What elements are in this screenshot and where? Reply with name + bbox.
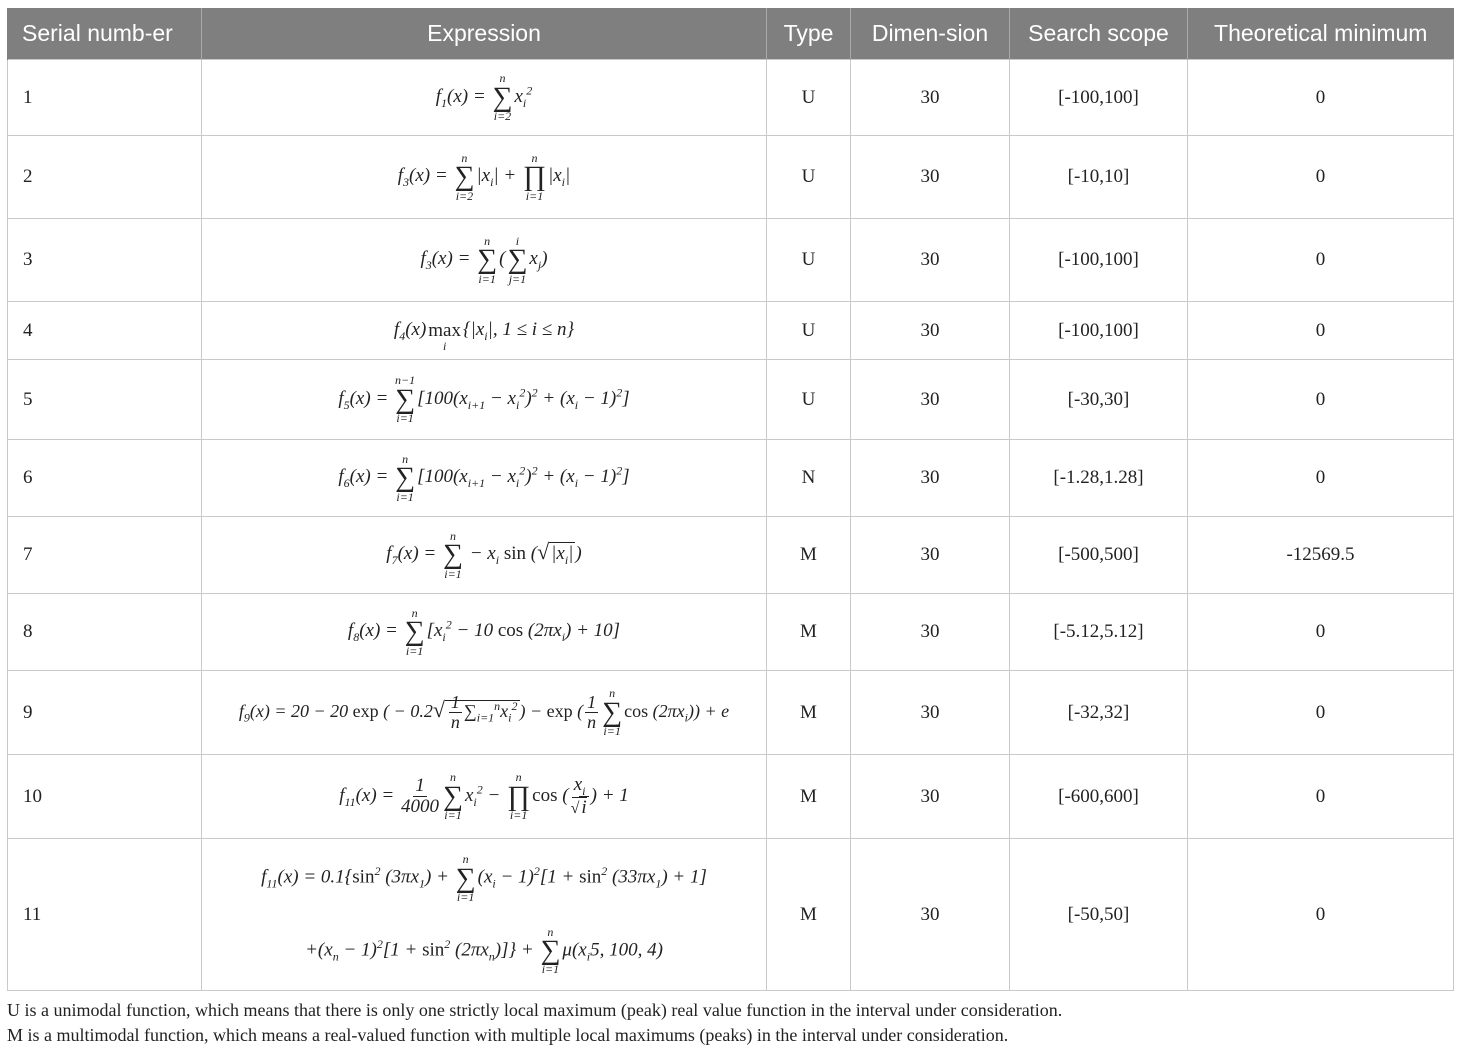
minimum-cell: 0 bbox=[1188, 671, 1454, 755]
type-cell: U bbox=[767, 136, 851, 219]
serial-cell: 11 bbox=[8, 839, 202, 991]
scope-cell: [-100,100] bbox=[1010, 219, 1188, 302]
minimum-cell: 0 bbox=[1188, 60, 1454, 136]
scope-cell: [-1.28,1.28] bbox=[1010, 440, 1188, 517]
serial-cell: 2 bbox=[8, 136, 202, 219]
type-cell: U bbox=[767, 302, 851, 360]
type-cell: U bbox=[767, 60, 851, 136]
table-row bbox=[8, 755, 1454, 839]
serial-cell: 8 bbox=[8, 594, 202, 671]
header-row bbox=[8, 8, 1454, 60]
formula: $f_6(x)$ = n ∑ i=1 $[100(x_{i+1} - x_i^2)^2 + (x_i - 1)^2]$ bbox=[338, 451, 630, 504]
formula: $f_4(x)$ max i {$|x_i|$, 1 ≤ i ≤ n} bbox=[393, 318, 575, 353]
minimum-cell: -12569.5 bbox=[1188, 517, 1454, 594]
scope-cell: [-32,32] bbox=[1010, 671, 1188, 755]
formula: $f_9(x) = 20 - 20$ exp ( − 0.2√ $\frac{1}{n}$ $\sum_{i=1}^nx_i^2$ ) − exp ( $\frac{1}{n}$ n ∑ i=1 $\cos (2\pi x_i)) + e$ bbox=[238, 686, 730, 739]
formula: $f_3(x)$ = n ∑ i=1 ( i ∑ j=1 $x_j$) bbox=[420, 233, 548, 286]
scope-cell: [-500,500] bbox=[1010, 517, 1188, 594]
type-cell: M bbox=[767, 594, 851, 671]
dimension-cell: 30 bbox=[851, 440, 1010, 517]
table-row bbox=[8, 594, 1454, 671]
minimum-cell: 0 bbox=[1188, 219, 1454, 302]
dimension-cell: 30 bbox=[851, 136, 1010, 219]
scope-cell: [-100,100] bbox=[1010, 60, 1188, 136]
dimension-cell: 30 bbox=[851, 360, 1010, 440]
serial-cell: 6 bbox=[8, 440, 202, 517]
scope-cell: [-5.12,5.12] bbox=[1010, 594, 1188, 671]
header-expression: Expression bbox=[202, 8, 767, 60]
expression-cell bbox=[202, 517, 767, 594]
type-cell: M bbox=[767, 755, 851, 839]
minimum-cell: 0 bbox=[1188, 302, 1454, 360]
table-row bbox=[8, 302, 1454, 360]
expression-cell bbox=[202, 302, 767, 360]
table-row bbox=[8, 517, 1454, 594]
dimension-cell: 30 bbox=[851, 839, 1010, 991]
header-type: Type bbox=[767, 8, 851, 60]
expression-cell bbox=[202, 136, 767, 219]
scope-cell: [-100,100] bbox=[1010, 302, 1188, 360]
formula: $f_5(x)$ = n−1 ∑ i=1 $[100(x_{i+1} - x_i^2)^2 + (x_i - 1)^2]$ bbox=[338, 373, 630, 426]
minimum-cell: 0 bbox=[1188, 440, 1454, 517]
formula: $f_8(x)$ = n ∑ i=1 [$x_i^2 - 10$ $\cos (2\pi x_i) + 10$] bbox=[347, 605, 621, 658]
table-row bbox=[8, 136, 1454, 219]
minimum-cell: 0 bbox=[1188, 594, 1454, 671]
type-cell: U bbox=[767, 360, 851, 440]
minimum-cell: 0 bbox=[1188, 136, 1454, 219]
formula-line-1: $f_{11}(x) = 0.1\{\sin^2$ $(3\pi x_1)$ + n ∑ i=1 $(x_i - 1)^2[1 + \sin^2 (33\pi x_1) + 1]$ bbox=[261, 852, 707, 904]
formula-line-2: $+(x_n - 1)^2[1 + \sin^2 (2\pi x_n)]$} + n ∑ i=1 $\mu(x_i5$, 100, 4) bbox=[305, 924, 663, 977]
table-row bbox=[8, 440, 1454, 517]
scope-cell: [-600,600] bbox=[1010, 755, 1188, 839]
dimension-cell: 30 bbox=[851, 755, 1010, 839]
serial-cell: 3 bbox=[8, 219, 202, 302]
type-cell: N bbox=[767, 440, 851, 517]
minimum-cell: 0 bbox=[1188, 839, 1454, 991]
footnote-multimodal: M is a multimodal function, which means a real-valued function with multiple local maximums (peaks) in the interval under consideration. bbox=[7, 1025, 1009, 1045]
serial-cell: 7 bbox=[8, 517, 202, 594]
formula: $f_3(x)$ = n ∑ i=2 $|x_i|$ + n ∏ i=1 $|x_i|$ bbox=[397, 150, 571, 203]
table-row bbox=[8, 839, 1454, 991]
header-dimension: Dimen-sion bbox=[851, 8, 1010, 60]
table-row bbox=[8, 671, 1454, 755]
formula: $f_{11}(x)$ = $\frac{1}{4000}$ n ∑ i=1 $x_i^2$ − n ∏ i=1 cos ( $\frac{x_i}{√ i}$ ) + 1 bbox=[339, 770, 629, 823]
scope-cell: [-50,50] bbox=[1010, 839, 1188, 991]
minimum-cell: 0 bbox=[1188, 755, 1454, 839]
expression-cell bbox=[202, 755, 767, 839]
serial-cell: 5 bbox=[8, 360, 202, 440]
type-cell: M bbox=[767, 839, 851, 991]
serial-cell: 1 bbox=[8, 60, 202, 136]
expression-cell bbox=[202, 671, 767, 755]
type-cell: M bbox=[767, 671, 851, 755]
dimension-cell: 30 bbox=[851, 594, 1010, 671]
header-serial: Serial numb-er bbox=[8, 8, 202, 60]
footnote-unimodal: U is a unimodal function, which means that there is only one strictly local maximum (peak) real value function in the interval under consideration. bbox=[7, 1000, 1063, 1020]
table-footnotes bbox=[7, 998, 1453, 1048]
serial-cell: 9 bbox=[8, 671, 202, 755]
dimension-cell: 30 bbox=[851, 219, 1010, 302]
expression-cell bbox=[202, 60, 767, 136]
scope-cell: [-10,10] bbox=[1010, 136, 1188, 219]
table-row bbox=[8, 219, 1454, 302]
header-theoretical-minimum: Theoretical minimum bbox=[1188, 8, 1454, 60]
expression-cell bbox=[202, 839, 767, 991]
scope-cell: [-30,30] bbox=[1010, 360, 1188, 440]
benchmark-table bbox=[7, 8, 1454, 991]
dimension-cell: 30 bbox=[851, 671, 1010, 755]
expression-cell bbox=[202, 440, 767, 517]
serial-cell: 10 bbox=[8, 755, 202, 839]
minimum-cell: 0 bbox=[1188, 360, 1454, 440]
formula: $f_1(x)$ = n ∑ i=2 $x_i^2$ bbox=[435, 71, 533, 124]
header-search-scope: Search scope bbox=[1010, 8, 1188, 60]
table-row bbox=[8, 60, 1454, 136]
formula bbox=[202, 853, 766, 976]
dimension-cell: 30 bbox=[851, 60, 1010, 136]
dimension-cell: 30 bbox=[851, 517, 1010, 594]
expression-cell bbox=[202, 219, 767, 302]
serial-cell: 4 bbox=[8, 302, 202, 360]
type-cell: M bbox=[767, 517, 851, 594]
formula: $f_7(x)$ = n ∑ i=1 − $x_i$ sin (√ $|x_i|$ ) bbox=[386, 528, 582, 581]
type-cell: U bbox=[767, 219, 851, 302]
expression-cell bbox=[202, 594, 767, 671]
expression-cell bbox=[202, 360, 767, 440]
dimension-cell: 30 bbox=[851, 302, 1010, 360]
table-row bbox=[8, 360, 1454, 440]
